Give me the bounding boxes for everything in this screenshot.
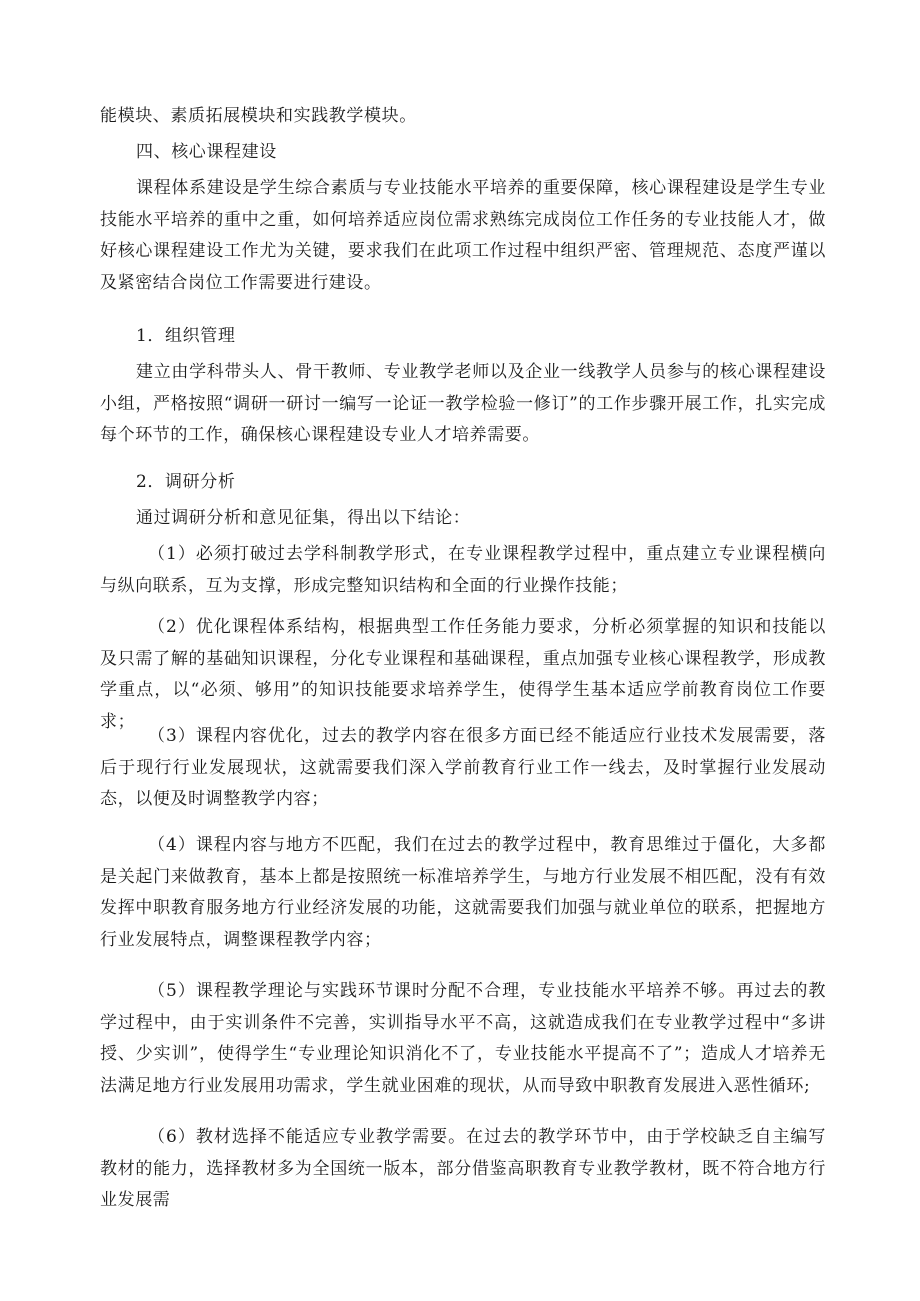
section-heading-core-courses: 四、核心课程建设 <box>136 142 277 162</box>
list-item-conclusion-2: （2）优化课程体系结构，根据典型工作任务能力要求，分析必须掌握的知识和技能以及只需了解的基础知识课程，分化专业课程和基础课程，重点加强专业核心课程教学，形成教学重点，以“必须、够用”的知识技能要求培养学生，使得学生基本适应学前教育岗位工作要求； <box>100 617 826 732</box>
list-item-conclusion-6: （6）教材选择不能适应专业教学需要。在过去的教学环节中，由于学校缺乏自主编写教材的能力，选择教材多为全国统一版本，部分借鉴高职教育专业教学教材，既不符合地方行业发展需 <box>100 1127 826 1210</box>
list-item-conclusion-3: （3）课程内容优化，过去的教学内容在很多方面已经不能适应行业技术发展需要，落后于现行行业发展现状，这就需要我们深入学前教育行业工作一线去，及时掌握行业发展动态，以便及时调整教学内容； <box>100 726 826 809</box>
subheading-organization: 1．组织管理 <box>136 326 236 346</box>
list-item-conclusion-4: （4）课程内容与地方不匹配，我们在过去的教学过程中，教育思维过于僵化，大多都是关起门来做教育，基本上都是按照统一标准培养学生，与地方行业发展不相匹配，没有有效发挥中职教育服务地方行业经济发展的功能，这就需要我们加强与就业单位的联系，把握地方行业发展特点，调整课程教学内容； <box>100 835 826 950</box>
paragraph-course-system: 课程体系建设是学生综合素质与专业技能水平培养的重要保障，核心课程建设是学生专业技能水平培养的重中之重，如何培养适应岗位需求熟练完成岗位工作任务的专业技能人才，做好核心课程建设工作尤为关键，要求我们在此项工作过程中组织严密、管理规范、态度严谨以及紧密结合岗位工作需要进行建设。 <box>100 178 826 293</box>
paragraph-continuation: 能模块、素质拓展模块和实践教学模块。 <box>100 106 417 126</box>
list-item-conclusion-5: （5）课程教学理论与实践环节课时分配不合理，专业技能水平培养不够。再过去的教学过程中，由于实训条件不完善，实训指导水平不高，这就造成我们在专业教学过程中“多讲授、少实训”，使得学生“专业理论知识消化不了，专业技能水平提高不了”；造成人才培养无法满足地方行业发展用功需求，学生就业困难的现状，从而导致中职教育发展进入恶性循环; <box>100 981 826 1096</box>
subheading-research: 2．调研分析 <box>136 472 236 492</box>
list-item-conclusion-1: （1）必须打破过去学科制教学形式，在专业课程教学过程中，重点建立专业课程横向与纵向联系，互为支撑，形成完整知识结构和全面的行业操作技能； <box>100 544 826 596</box>
paragraph-organization: 建立由学科带头人、骨干教师、专业教学老师以及企业一线教学人员参与的核心课程建设小组，严格按照“调研一研讨一编写一论证一教学检验一修订”的工作步骤开展工作，扎实完成每个环节的工作，确保核心课程建设专业人才培养需要。 <box>100 362 826 445</box>
paragraph-research-intro: 通过调研分析和意见征集，得出以下结论： <box>136 508 471 528</box>
